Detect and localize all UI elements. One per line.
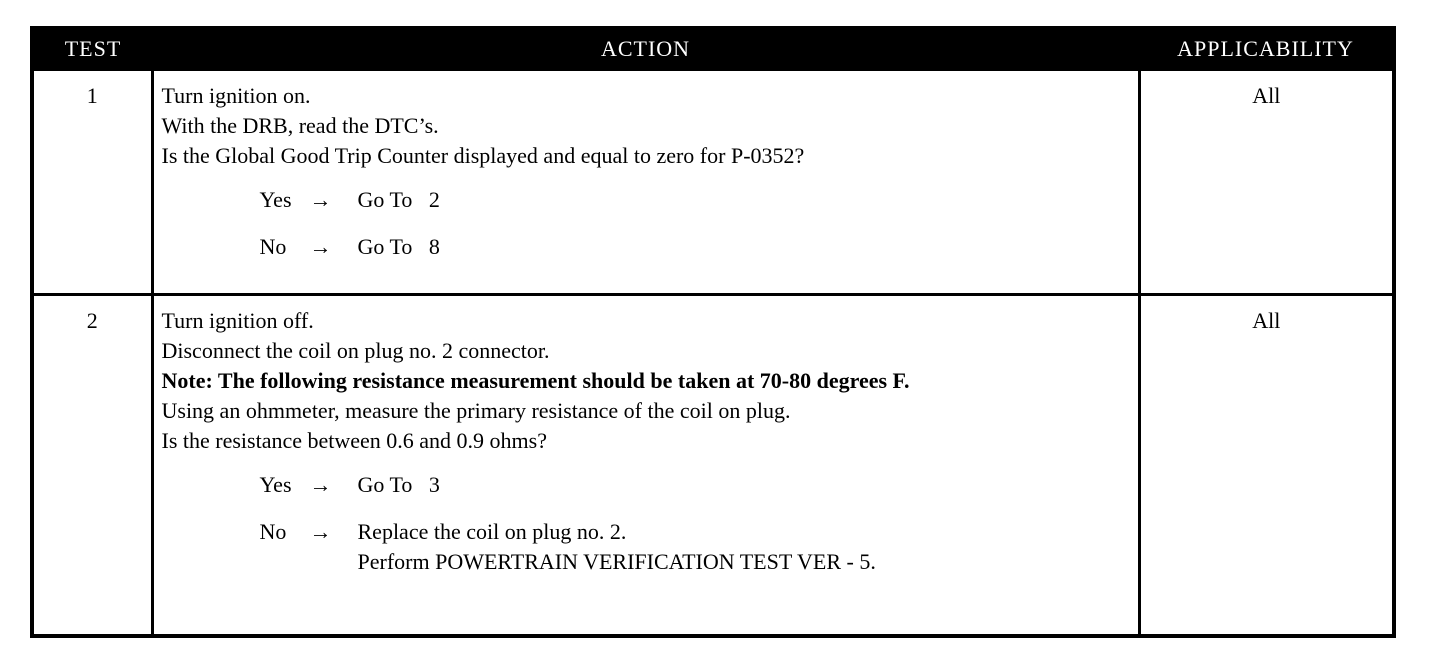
arrow-icon: → xyxy=(309,519,332,544)
yes-branch xyxy=(260,470,1132,500)
diagnostic-test-table xyxy=(30,26,1396,638)
action-line: With the DRB, read the DTC’s. xyxy=(161,113,439,138)
yes-label: Yes xyxy=(259,472,292,497)
action-line: Is the Global Good Trip Counter displayed and equal to zero for P-0352? xyxy=(161,143,805,168)
no-label: No xyxy=(259,234,287,259)
no-branch xyxy=(260,517,1132,577)
header-applicability: APPLICABILITY xyxy=(1139,28,1394,70)
table-row xyxy=(32,70,1394,295)
no-result: Go To 8 xyxy=(357,234,440,259)
yes-result: Go To 2 xyxy=(357,187,440,212)
action-line: Using an ohmmeter, measure the primary resistance of the coil on plug. xyxy=(161,398,791,423)
no-branch xyxy=(260,232,1132,262)
no-result-line: Perform POWERTRAIN VERIFICATION TEST VER - 5. xyxy=(357,549,876,574)
test-number: 2 xyxy=(32,295,152,637)
table-header-row xyxy=(32,28,1394,70)
arrow-icon: → xyxy=(309,472,332,497)
table-row xyxy=(32,295,1394,637)
yes-result: Go To 3 xyxy=(357,472,440,497)
action-line: Is the resistance between 0.6 and 0.9 ohms? xyxy=(161,428,547,453)
applicability-cell: All xyxy=(1139,295,1394,637)
action-line: Turn ignition off. xyxy=(161,308,314,333)
yes-label: Yes xyxy=(259,187,292,212)
yes-branch xyxy=(260,185,1132,215)
header-test: TEST xyxy=(32,28,152,70)
no-result xyxy=(358,517,1132,577)
action-line: Turn ignition on. xyxy=(161,83,311,108)
action-cell xyxy=(152,295,1139,637)
test-number: 1 xyxy=(32,70,152,295)
no-label: No xyxy=(259,519,287,544)
applicability-cell: All xyxy=(1139,70,1394,295)
arrow-icon: → xyxy=(309,234,332,259)
action-line: Disconnect the coil on plug no. 2 connector. xyxy=(161,338,550,363)
header-action: ACTION xyxy=(152,28,1139,70)
note-text: Note: The following resistance measurement should be taken at 70-80 degrees F. xyxy=(161,368,910,393)
no-result-line: Replace the coil on plug no. 2. xyxy=(357,519,627,544)
arrow-icon: → xyxy=(309,187,332,212)
action-cell xyxy=(152,70,1139,295)
